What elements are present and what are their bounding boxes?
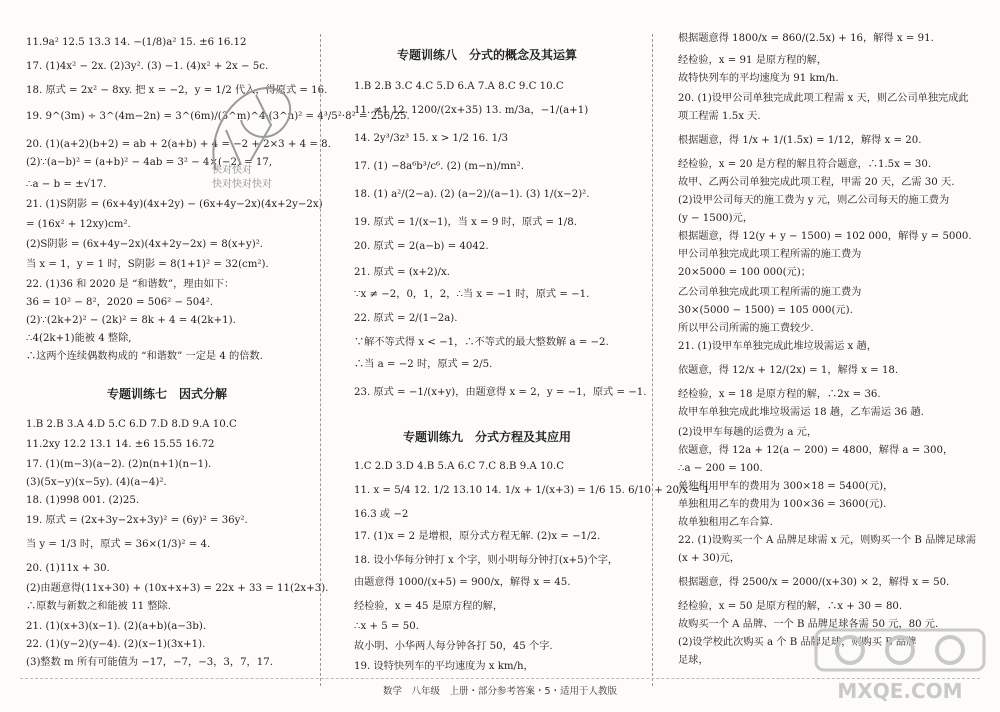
stamp-text: 快对快对 快对快对快对 xyxy=(212,165,272,190)
answer-line: 足球， xyxy=(678,655,709,666)
answer-line: 故单独租用乙车合算. xyxy=(678,517,773,528)
answer-line: 20×5000 = 100 000(元)； xyxy=(678,267,811,278)
answer-line: 22. (1)36 和 2020 是 “和谐数”，理由如下： xyxy=(26,279,235,290)
answer-line: (3)整数 m 所有可能值为 −17，−7，−3，3，7，17. xyxy=(26,657,273,668)
answer-line: 乙公司单独完成此项工程所需的施工费为 xyxy=(678,287,862,298)
answer-line: (2)∵(2k+2)² − (2k)² = 8k + 4 = 4(2k+1). xyxy=(26,315,236,326)
answer-line: 19. 9^(3m) ÷ 3^(4m−2n) = 3^(6m)/(3^m)^4·(3^n)² = 4³/5²·8² = 256/25. xyxy=(26,111,410,122)
column-divider xyxy=(652,34,653,686)
answer-line: ∴x + 5 = 50. xyxy=(354,621,419,632)
answer-line: 17. (1) −8a⁶b³/c⁶. (2) (m−n)/mn². xyxy=(354,161,524,172)
answer-line: 30×(5000 − 1500) = 105 000(元). xyxy=(678,305,853,316)
answer-line: 故甲、乙两公司单独完成此项工程，甲需 20 天，乙需 30 天. xyxy=(678,177,955,188)
answer-line: 经检验，x = 18 是原方程的解，∴2x = 36. xyxy=(678,389,881,400)
answer-line: 1.B 2.B 3.A 4.D 5.C 6.D 7.D 8.D 9.A 10.C xyxy=(26,419,237,430)
answer-line: 11.2xy 12.2 13.1 14. ±6 15.55 16.72 xyxy=(26,439,215,450)
watermark-text: MXQE.COM xyxy=(837,679,963,703)
answer-line: 21. (1)(x+3)(x−1). (2)(a+b)(a−3b). xyxy=(26,621,207,632)
answer-line: ∴4(2k+1)能被 4 整除, xyxy=(26,333,132,344)
section-heading-fraction-equations: 专题训练九 分式方程及其应用 xyxy=(402,430,571,444)
answer-line: ∴原数与新数之和能被 11 整除. xyxy=(26,601,171,612)
answer-line: = (16x² + 12xy)cm². xyxy=(26,219,131,230)
answer-line: 19. 原式 = (2x+3y−2x+3y)² = (6y)² = 36y². xyxy=(26,515,248,526)
answer-line: 22. 原式 = 2/(1−2a). xyxy=(354,313,458,324)
answer-line: 18. (1)998 001. (2)25. xyxy=(26,495,140,506)
watermark-logo xyxy=(812,626,988,706)
answer-line: 21. 原式 = (x+2)/x. xyxy=(354,267,450,278)
answer-line: ∴这两个连续偶数构成的 “和谐数” 一定是 4 的倍数. xyxy=(26,351,263,362)
answer-line: (2)S阴影 = (6x+4y−2x)(4x+2y−2x) = 8(x+y)². xyxy=(26,239,264,250)
answer-line: 22. (1)(y−2)(y−4). (2)(x−1)(3x+1). xyxy=(26,639,206,650)
answer-line: 根据题意得 1800/x = 860/(2.5x) + 16，解得 x = 91. xyxy=(678,33,934,44)
answer-line: 项工程需 1.5x 天. xyxy=(678,111,761,122)
answer-line: 14. 2y³/3z³ 15. x > 1/2 16. 1/3 xyxy=(354,133,509,144)
answer-line: 故甲车单独完成此堆垃圾需运 18 趟，乙车需运 36 趟. xyxy=(678,407,924,418)
answer-line: 故购买一个 A 品牌、一个 B 品牌足球各需 50 元，80 元. xyxy=(678,619,939,630)
answer-line: 20. (1)(a+2)(b+2) = ab + 2(a+b) + 4 = −2 + 2×3 + 4 = 8. xyxy=(26,139,331,150)
answer-line: 17. (1)x = 2 是增根，原分式方程无解. (2)x = −1/2. xyxy=(354,531,601,542)
answer-line: 23. 原式 = −1/(x+y)，由题意得 x = 2，y = −1，原式 = −1. xyxy=(354,387,647,398)
answer-line: ∴a − 200 = 100. xyxy=(678,463,763,474)
answer-line: 22. (1)设购买一个 A 品牌足球需 x 元，则购买一个 B 品牌足球需 xyxy=(678,535,977,546)
answer-line: (2)∵(a−b)² = (a+b)² − 4ab = 3² − 4×(−2) = 17, xyxy=(26,157,273,168)
answer-line: (3)(5x−y)(x−5y). (4)(a−4)². xyxy=(26,477,167,488)
answer-line: 经检验，x = 20 是方程的解且符合题意，∴1.5x = 30. xyxy=(678,159,932,170)
answer-line: 20. (1)设甲公司单独完成此项工程需 x 天，则乙公司单独完成此 xyxy=(678,93,969,104)
page-footer: 数学 八年级 上册・部分参考答案・5・适用于人教版 xyxy=(382,686,618,697)
answer-line: 18. (1) a²/(2−a). (2) (a−2)/(a−1). (3) 1/(x−2)². xyxy=(354,189,590,200)
answer-line: (y − 1500)元， xyxy=(678,213,754,224)
answer-line: 11. x = 5/4 12. 1/2 13.10 14. 1/x + 1/(x+3) = 1/6 15. 6/10 + 20/x = 1 xyxy=(354,485,710,496)
answer-line: 19. 原式 = 1/(x−1)，当 x = 9 时，原式 = 1/8. xyxy=(354,217,577,228)
answer-line: 21. (1)设甲车单独完成此堆垃圾需运 x 趟， xyxy=(678,341,877,352)
answer-line: 经检验，x = 50 是原方程的解，∴x + 30 = 80. xyxy=(678,601,903,612)
answer-line: 11.9a² 12.5 13.3 14. −(1/8)a² 15. ±6 16.12 xyxy=(26,37,247,48)
answer-line: 经检验，x = 91 是原方程的解， xyxy=(678,55,828,66)
answer-line: 经检验，x = 45 是原方程的解， xyxy=(354,601,504,612)
answer-line: 20. 原式 = 2(a−b) = 4042. xyxy=(354,241,489,252)
answer-line: 故特快列车的平均速度为 91 km/h. xyxy=(678,73,839,84)
answer-line: 17. (1)(m−3)(a−2). (2)n(n+1)(n−1). xyxy=(26,459,212,470)
answer-line: 单独租用甲车的费用为 300×18 = 5400(元)， xyxy=(678,481,894,492)
section-heading-factorization: 专题训练七 因式分解 xyxy=(106,387,227,401)
answer-line: 单独租用乙车的费用为 100×36 = 3600(元). xyxy=(678,499,887,510)
answer-line: 19. 设特快列车的平均速度为 x km/h， xyxy=(354,661,534,672)
answer-line: 当 y = 1/3 时，原式 = 36×(1/3)² = 4. xyxy=(26,539,211,550)
answer-line: 故小明、小华两人每分钟各打 50，45 个字. xyxy=(354,641,553,652)
answer-line: 根据题意，得 1/x + 1/(1.5x) = 1/12，解得 x = 20. xyxy=(678,135,922,146)
answer-line: 所以甲公司所需的施工费较少. xyxy=(678,323,814,334)
answer-line: (2)设学校此次购买 a 个 B 品牌足球，则购买 B 品牌 xyxy=(678,637,917,648)
column-divider xyxy=(320,34,321,686)
answer-line: 1.B 2.B 3.C 4.C 5.D 6.A 7.A 8.C 9.C 10.C xyxy=(354,81,564,92)
answer-line: 18. 原式 = 2x² − 8xy. 把 x = −2，y = 1/2 代入，得原式 = 16. xyxy=(26,85,328,96)
answer-line: (x + 30)元， xyxy=(678,553,741,564)
answer-line: ∵x ≠ −2，0，1，2，∴当 x = −1 时，原式 = −1. xyxy=(354,289,590,300)
answer-line: (2)由题意得(11x+30) + (10x+x+3) = 22x + 33 = 11(2x+3). xyxy=(26,583,329,594)
answer-line: 18. 设小华每分钟打 x 个字，则小明每分钟打(x+5)个字， xyxy=(354,555,619,566)
section-heading-fractions: 专题训练八 分式的概念及其运算 xyxy=(396,48,577,62)
answer-line: ∴a − b = ±√17. xyxy=(26,179,107,190)
answer-line: 16.3 或 −2 xyxy=(354,509,409,520)
answer-line: 17. (1)4x² − 2x. (2)3y². (3) −1. (4)x² + 2x − 5c. xyxy=(26,61,269,72)
answer-line: ∴当 a = −2 时，原式 = 2/5. xyxy=(354,359,493,370)
answer-line: 11. ≠1 12. 1200/(2x+35) 13. m/3a，−1/(a+1) xyxy=(354,105,589,116)
answer-line: 当 x = 1，y = 1 时，S阴影 = 8(1+1)² = 32(cm²). xyxy=(26,259,269,270)
answer-line: 20. (1)11x + 30. xyxy=(26,563,110,574)
answer-line: 由题意得 1000/(x+5) = 900/x，解得 x = 45. xyxy=(354,577,571,588)
answer-line: 根据题意，得 2500/x = 2000/(x+30) × 2，解得 x = 50. xyxy=(678,577,950,588)
answer-line: (2)设甲车每趟的运费为 a 元， xyxy=(678,427,818,438)
answer-line: 21. (1)S阴影 = (6x+4y)(4x+2y) − (6x+4y−2x)(4x+2y−2x) xyxy=(26,199,323,210)
answer-line: 甲公司单独完成此项工程所需的施工费为 xyxy=(678,249,862,260)
answer-line: 1.C 2.D 3.D 4.B 5.A 6.C 7.C 8.B 9.A 10.C xyxy=(354,461,565,472)
answer-line: ∵解不等式得 x < −1，∴不等式的最大整数解 a = −2. xyxy=(354,337,609,348)
answer-line: (2)设甲公司每天的施工费为 y 元，则乙公司每天的施工费为 xyxy=(678,195,950,206)
answer-line: 依题意，得 12a + 12(a − 200) = 4800，解得 a = 300， xyxy=(678,445,954,456)
answer-line: 根据题意，得 12(y + y − 1500) = 102 000，解得 y = 5000. xyxy=(678,231,972,242)
answer-line: 36 = 10² − 8²，2020 = 506² − 504². xyxy=(26,297,214,308)
answer-line: 依题意，得 12/x + 12/(2x) = 1，解得 x = 18. xyxy=(678,365,899,376)
